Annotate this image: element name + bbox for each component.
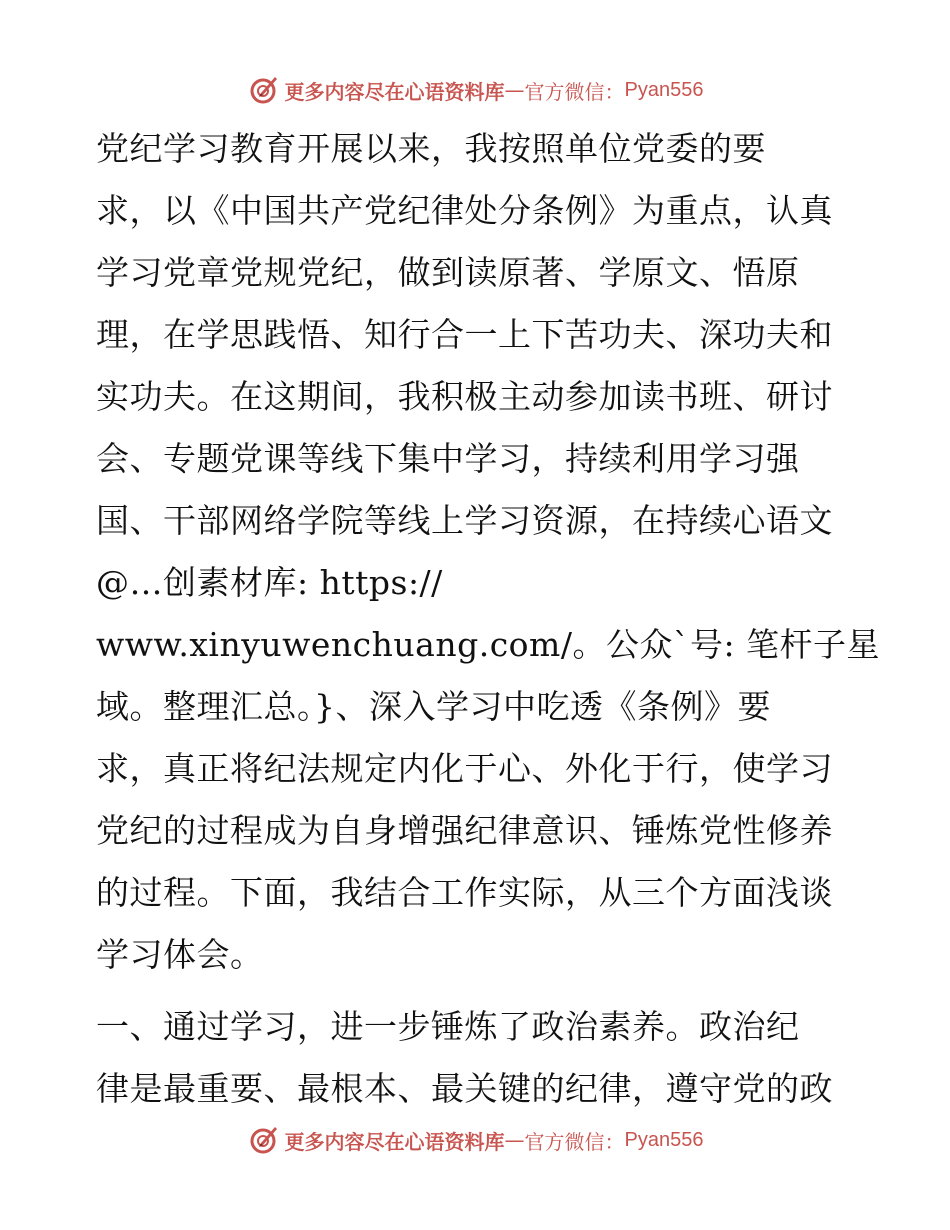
- section-1-paragraph: [96, 996, 856, 1120]
- text-line: 一、通过学习，进一步锤炼了政治素养。政治纪: [96, 1007, 800, 1046]
- banner-text: 更多内容尽在心语资料库: [284, 79, 505, 104]
- text-line: 学习体会。: [96, 935, 264, 974]
- text-line: 理，在学思践悟、知行合一上下苦功夫、深功夫和: [96, 315, 833, 354]
- banner-wechat-label: 官方微信：: [524, 1129, 625, 1154]
- banner-separator: —: [504, 78, 525, 102]
- footer-watermark-banner: [0, 1120, 950, 1160]
- text-line: 律是最重要、最根本、最关键的纪律，遵守党的政: [96, 1069, 833, 1108]
- text-line: 求，以《中国共产党纪律处分条例》为重点，认真: [96, 191, 833, 230]
- document-body: [96, 118, 881, 1120]
- banner-wechat-id: Pyan556: [624, 1128, 704, 1151]
- banner-text: 更多内容尽在心语资料库: [284, 1129, 505, 1154]
- text-line: www.xinyuwenchuang.com/。公众`号: 笔杆子星: [96, 625, 881, 664]
- text-line: 党纪学习教育开展以来，我按照单位党委的要: [96, 129, 766, 168]
- header-watermark-banner: [0, 70, 950, 110]
- intro-paragraph: [96, 118, 881, 986]
- banner-wechat-label: 官方微信：: [524, 79, 625, 104]
- text-line: 域。整理汇总。}、深入学习中吃透《条例》要: [96, 687, 771, 726]
- text-line: 会、专题党课等线下集中学习，持续利用学习强: [96, 439, 800, 478]
- text-line: 学习党章党规党纪，做到读原著、学原文、悟原: [96, 253, 800, 292]
- banner-wechat-id: Pyan556: [624, 78, 704, 101]
- text-line: 的过程。下面，我结合工作实际，从三个方面浅谈: [96, 873, 833, 912]
- text-line: 党纪的过程成为自身增强纪律意识、锤炼党性修养: [96, 811, 833, 850]
- text-line: 国、干部网络学院等线上学习资源，在持续心语文: [96, 501, 833, 540]
- banner-separator: —: [504, 1128, 525, 1152]
- pen-logo-icon: [247, 1124, 279, 1156]
- text-line: 实功夫。在这期间，我积极主动参加读书班、研讨: [96, 377, 833, 416]
- text-line: 求，真正将纪法规定内化于心、外化于行，使学习: [96, 749, 833, 788]
- text-line: @…创素材库: https://: [96, 563, 443, 602]
- pen-logo-icon: [247, 74, 279, 106]
